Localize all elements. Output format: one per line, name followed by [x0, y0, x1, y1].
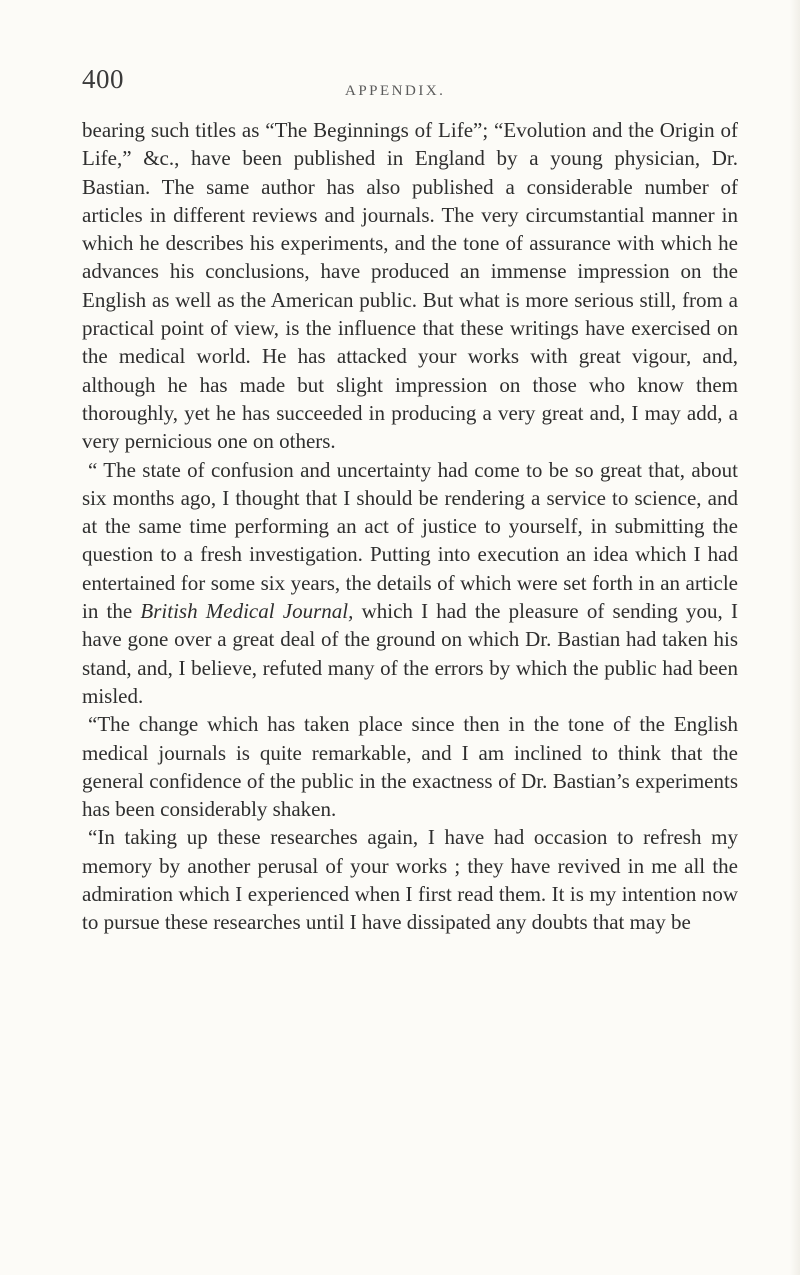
running-head: APPENDIX. [345, 83, 446, 99]
paragraph-3-text: “The change which has taken place since then in the tone of the English medical journals is quite remarkable, and I am inclined to think that the general confidence of the public in the exactness of Dr. Bastian’s experiments has been considerably shaken. [82, 712, 738, 822]
paragraph-2-text-end: which I had the pleasure of sending you, I have gone over a great deal of the ground on which Dr. Bastian had taken his stand, and, I believe, refuted many of the errors by which the public had been misled. [82, 599, 738, 708]
body-text [82, 116, 738, 937]
paragraph-4-text: “In taking up these researches again, I have had occasion to refresh my memory by another perusal of your works ; they have revived in me all the admiration which I experienced when I first read them. It is my intention now to pursue these researches until I have dissipated any doubts that may be [82, 825, 738, 935]
paragraph-3 [82, 710, 738, 823]
paragraph-1-text: bearing such titles as “The Beginnings of Life”; “Evolution and the Origin of Life,” &c., have been published in England by a young physician, Dr. Bastian. The same author has also published a considerable number of articles in different reviews and journals. The very circumstantial manner in which he describes his experiments, and the tone of assurance with which he advances his conclusions, have produced an immense impression on the English as well as the American public. But what is more serious still, from a practical point of view, is the influence that these writings have exercised on the medical world. He has attacked your works with great vigour, and, although he has made but slight impression on those who know them thoroughly, yet he has succeeded in producing a very great and, I may add, a very pernicious one on others. [82, 118, 738, 454]
paragraph-2-text-start: “ The state of confusion and uncertainty had come to be so great that, about six months ago, I thought that I should be rendering a service to science, and at the same time performing an act of justice to yourself, in submitting the question to a fresh investigation. Putting into execution an idea which I had entertained for some six years, the details of which were set forth in an article in the [82, 457, 738, 624]
page-edge-shadow [790, 0, 800, 1275]
page-number: 400 [82, 64, 124, 94]
journal-title: British Medical Journal, [140, 599, 354, 624]
paragraph-1 [82, 116, 738, 456]
paragraph-2 [82, 456, 738, 711]
paragraph-4 [82, 823, 738, 936]
